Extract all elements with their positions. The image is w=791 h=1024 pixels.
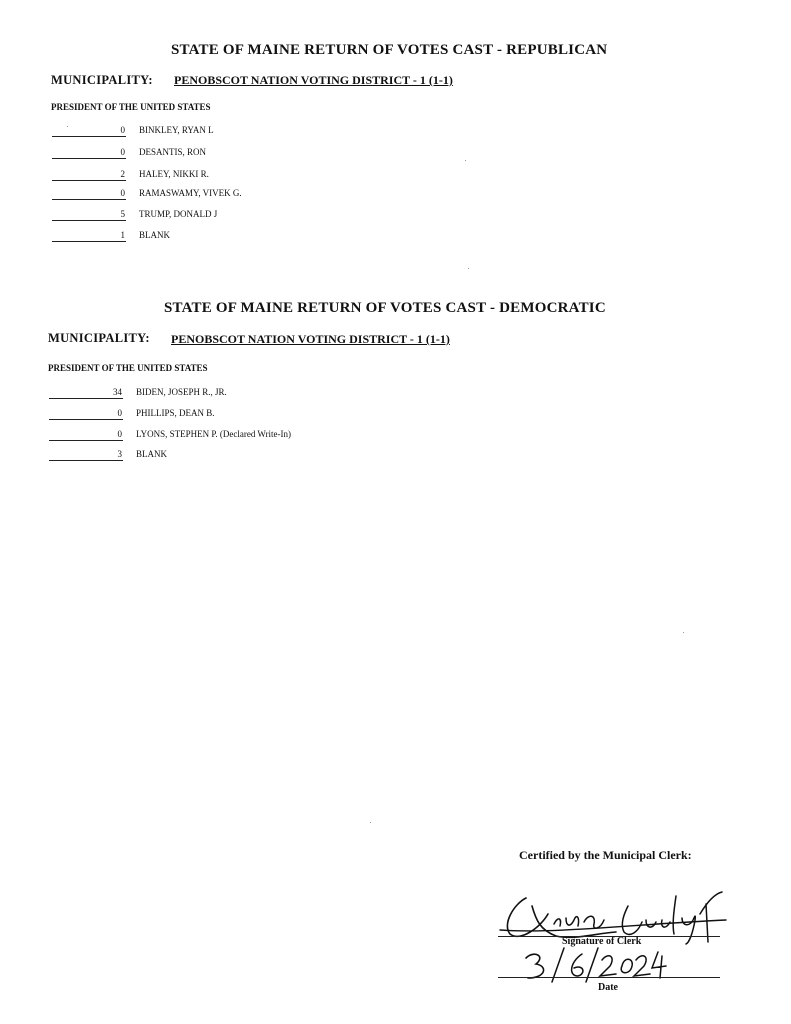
democratic-title: STATE OF MAINE RETURN OF VOTES CAST - DEMOCRATIC: [164, 300, 606, 316]
candidate-name: TRUMP, DONALD J: [139, 209, 218, 219]
vote-line: [52, 241, 126, 242]
scan-speck: [370, 822, 371, 823]
republican-municipality-label: MUNICIPALITY:: [51, 73, 153, 87]
candidate-name: BIDEN, JOSEPH R., JR.: [136, 387, 227, 397]
vote-line: [49, 440, 123, 441]
democratic-office-heading: PRESIDENT OF THE UNITED STATES: [48, 363, 208, 373]
scan-speck: [683, 632, 684, 633]
vote-line: [52, 180, 126, 181]
vote-line: [49, 419, 123, 420]
democratic-candidate-row: [49, 387, 379, 401]
democratic-municipality-label: MUNICIPALITY:: [48, 331, 150, 345]
vote-count: 0: [117, 429, 122, 439]
vote-count: 1: [120, 230, 125, 240]
republican-candidate-row: [52, 230, 352, 244]
republican-candidate-row: [52, 147, 352, 161]
democratic-municipality-value: PENOBSCOT NATION VOTING DISTRICT - 1 (1-1): [171, 332, 450, 346]
certified-by-label: Certified by the Municipal Clerk:: [519, 848, 692, 862]
republican-candidate-row: [52, 209, 352, 223]
democratic-candidate-row: [49, 408, 379, 422]
vote-line: [52, 220, 126, 221]
vote-count: 0: [120, 125, 125, 135]
scan-speck: [67, 126, 68, 127]
vote-line: [49, 460, 123, 461]
democratic-candidate-row: [49, 429, 379, 443]
signature-of-clerk-label: Signature of Clerk: [562, 936, 642, 947]
vote-line: [52, 199, 126, 200]
date-label: Date: [598, 982, 618, 993]
vote-line: [52, 136, 126, 137]
candidate-name: RAMASWAMY, VIVEK G.: [139, 188, 242, 198]
candidate-name: LYONS, STEPHEN P. (Declared Write-In): [136, 429, 292, 439]
vote-count: 3: [117, 449, 122, 459]
republican-office-heading: PRESIDENT OF THE UNITED STATES: [51, 102, 211, 112]
republican-candidate-row: [52, 188, 352, 202]
vote-line: [52, 158, 126, 159]
candidate-name: BINKLEY, RYAN L: [139, 125, 214, 135]
candidate-name: BLANK: [139, 230, 170, 240]
vote-count: 0: [120, 188, 125, 198]
democratic-candidate-row: [49, 449, 379, 463]
vote-count: 5: [120, 209, 125, 219]
vote-count: 0: [117, 408, 122, 418]
vote-count: 2: [120, 169, 125, 179]
candidate-name: DESANTIS, RON: [139, 147, 207, 157]
vote-count: 0: [120, 147, 125, 157]
republican-municipality-value: PENOBSCOT NATION VOTING DISTRICT - 1 (1-1): [174, 73, 453, 87]
republican-candidate-row: [52, 169, 352, 183]
republican-candidate-row: [52, 125, 352, 139]
candidate-name: BLANK: [136, 449, 167, 459]
date-line: [498, 977, 720, 978]
scan-speck: [468, 268, 469, 269]
vote-count: 34: [113, 387, 122, 397]
vote-line: [49, 398, 123, 399]
candidate-name: HALEY, NIKKI R.: [139, 169, 209, 179]
scan-speck: [465, 160, 466, 161]
handwritten-date: [512, 944, 672, 984]
candidate-name: PHILLIPS, DEAN B.: [136, 408, 215, 418]
republican-title: STATE OF MAINE RETURN OF VOTES CAST - REPUBLICAN: [171, 42, 608, 58]
